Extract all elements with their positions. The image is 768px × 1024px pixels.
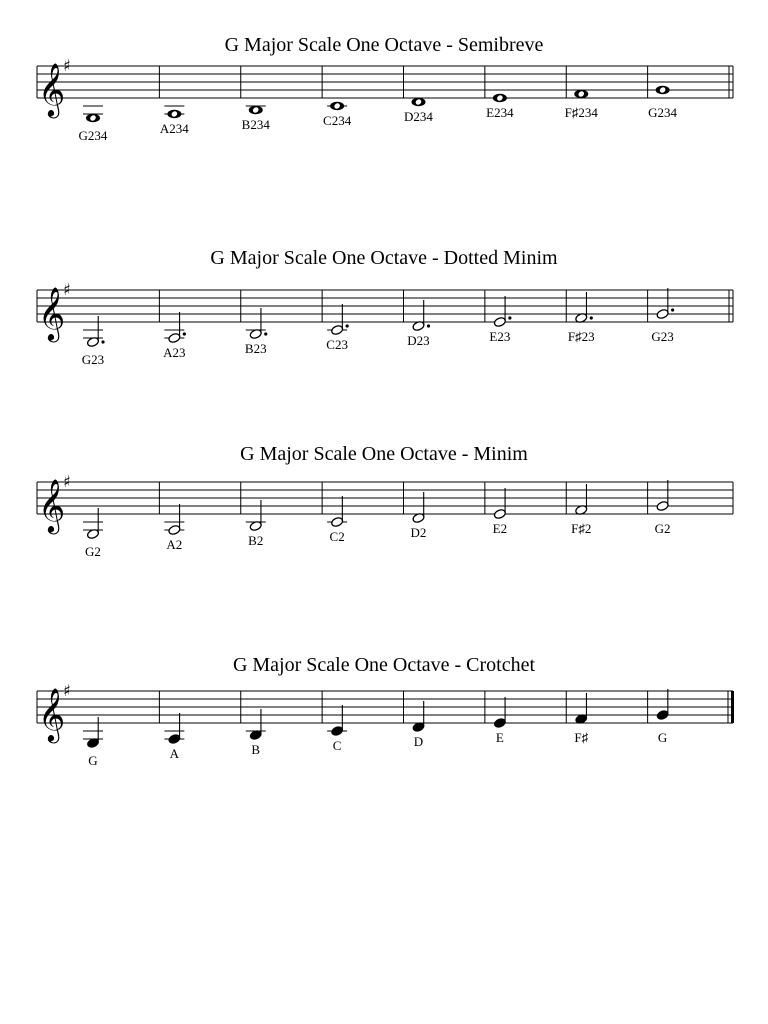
staff-system (37, 654, 734, 768)
note-head (493, 508, 506, 519)
note-label: C (332, 738, 342, 753)
note-label: G (657, 730, 668, 745)
note-head (493, 717, 506, 728)
note-head (168, 733, 181, 744)
augmentation-dot (427, 324, 430, 327)
note-label: A (169, 746, 180, 761)
note-head (168, 524, 181, 535)
note-label: D234 (404, 109, 433, 124)
note-label: C23 (326, 337, 348, 352)
note-label: G (88, 753, 98, 768)
staff-system (37, 247, 733, 367)
note-head (331, 324, 344, 335)
augmentation-dot (590, 316, 593, 319)
note-label: G2 (85, 544, 101, 559)
note-label: A23 (163, 345, 186, 360)
augmentation-dot (671, 308, 674, 311)
note-label: F♯ (574, 730, 589, 745)
note-head (168, 332, 181, 343)
note-label: C2 (329, 529, 345, 544)
treble-clef-icon: 𝄞 (38, 62, 66, 116)
note-label: E23 (489, 329, 511, 344)
treble-clef-icon: 𝄞 (38, 286, 66, 340)
staff-system (37, 443, 733, 559)
note-label: F♯234 (564, 105, 598, 120)
key-signature-sharp-icon: ♯ (63, 280, 71, 299)
note-label: B (251, 742, 261, 757)
note-label: F♯2 (571, 521, 592, 536)
note-head (331, 516, 344, 527)
note-head (656, 308, 669, 319)
note-label: A234 (159, 121, 189, 136)
note-head (656, 709, 669, 720)
note-head (331, 725, 344, 736)
note-head (656, 500, 669, 511)
staff-system (37, 34, 733, 143)
note-label: E234 (486, 105, 514, 120)
treble-clef-icon: 𝄞 (38, 478, 66, 532)
system-title: G Major Scale One Octave - Dotted Minim (210, 247, 558, 269)
augmentation-dot (346, 324, 349, 327)
final-barline-thick (731, 691, 734, 723)
key-signature-sharp-icon: ♯ (63, 56, 71, 75)
note-label: C234 (323, 113, 352, 128)
note-head (493, 316, 506, 327)
note-label: B234 (241, 117, 270, 132)
treble-clef-icon: 𝄞 (38, 687, 66, 741)
note-label: B2 (248, 533, 264, 548)
key-signature-sharp-icon: ♯ (63, 472, 71, 491)
augmentation-dot (508, 316, 511, 319)
note-label: E (495, 730, 504, 745)
note-label: D23 (407, 333, 430, 348)
note-label: G2 (654, 521, 671, 536)
note-label: A2 (166, 537, 183, 552)
note-label: G234 (648, 105, 678, 120)
note-label: E2 (492, 521, 508, 536)
note-label: G234 (78, 128, 108, 143)
system-title: G Major Scale One Octave - Minim (240, 443, 528, 465)
note-label: D2 (410, 525, 427, 540)
system-title: G Major Scale One Octave - Crotchet (232, 654, 536, 676)
key-signature-sharp-icon: ♯ (63, 681, 71, 700)
augmentation-dot (264, 332, 267, 335)
note-label: G23 (651, 329, 674, 344)
note-label: G23 (81, 352, 105, 367)
note-label: B23 (244, 341, 267, 356)
system-title: G Major Scale One Octave - Semibreve (224, 34, 544, 56)
note-label: D (413, 734, 424, 749)
note-label: F♯23 (567, 329, 595, 344)
augmentation-dot (183, 332, 186, 335)
augmentation-dot (101, 340, 104, 343)
